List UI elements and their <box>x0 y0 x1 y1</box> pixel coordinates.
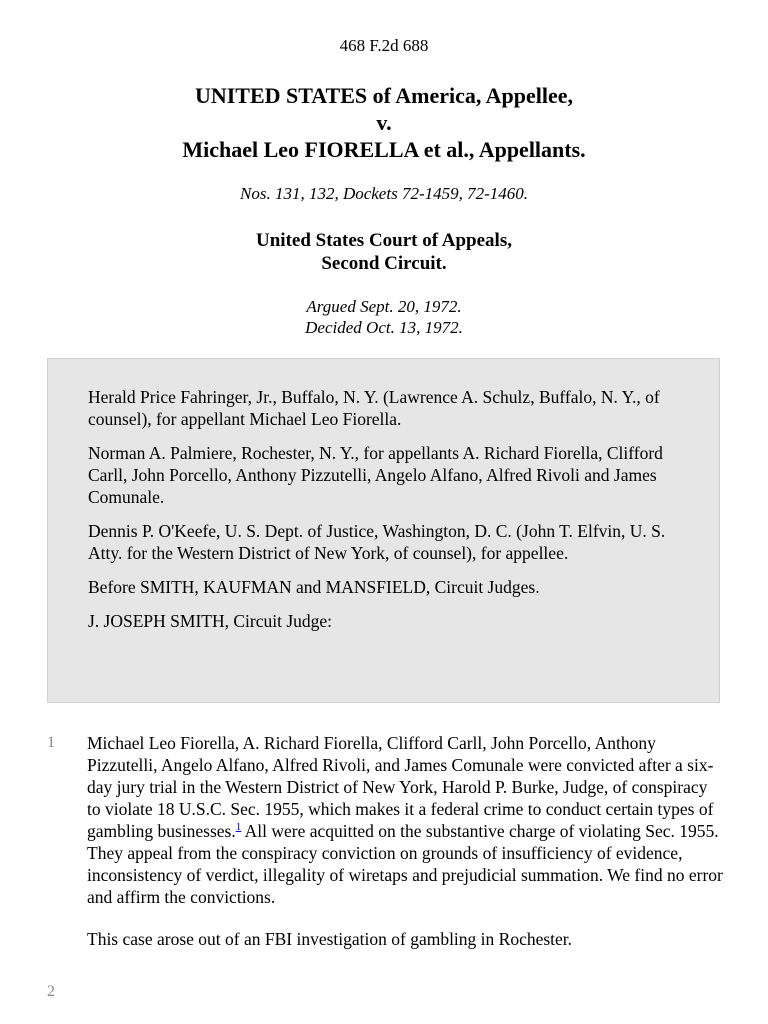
caption-appellants: Michael Leo FIORELLA et al., Appellants. <box>182 137 586 162</box>
paragraph <box>0 732 768 908</box>
court-name-line1: United States Court of Appeals, <box>256 230 512 251</box>
opinion-body <box>0 732 768 970</box>
footnote-link[interactable]: 1 <box>235 821 242 834</box>
counsel-panel <box>47 358 720 703</box>
caption-versus: v. <box>376 110 392 135</box>
counsel-appellants-others: Norman A. Palmiere, Rochester, N. Y., for appellants A. Richard Fiorella, Clifford Carll, John Porcello, Anthony Pizzutelli, Angelo Alfano, Alfred Rivoli and James Comunale. <box>88 443 663 507</box>
paragraph-text-after: All were acquitted on the substantive charge of violating Sec. 1955. They appeal from the conspiracy conviction on grounds of insufficiency of evidence, inconsistency of verdict, illegality of wiretaps and prejudicial summation. We find no error and affirm the convictions. <box>87 821 723 907</box>
argued-date: Argued Sept. 20, 1972. <box>306 297 462 316</box>
caption-appellee: UNITED STATES of America, Appellee, <box>194 83 574 108</box>
court-name <box>0 229 768 275</box>
paragraph-text-before: Michael Leo Fiorella, A. Richard Fiorella, Clifford Carll, John Porcello, Anthony Pizzutelli, Angelo Alfano, Alfred Rivoli, and James Comunale were convicted after a six-day jury trial in the Western District of New York, Harold P. Burke, Judge, of conspiracy to violate 18 U.S.C. Sec. 1955, which makes it a federal crime to conduct certain types of gambling businesses. <box>87 733 714 841</box>
opinion-author: J. JOSEPH SMITH, Circuit Judge: <box>88 611 333 631</box>
case-caption <box>0 82 768 163</box>
decided-date: Decided Oct. 13, 1972. <box>305 318 463 337</box>
docket-numbers: Nos. 131, 132, Dockets 72-1459, 72-1460. <box>239 184 529 203</box>
paragraph-text <box>87 732 723 908</box>
paragraph <box>0 928 768 950</box>
paragraph-text: This case arose out of an FBI investigation of gambling in Rochester. <box>87 929 573 949</box>
case-citation: 468 F.2d 688 <box>339 36 429 55</box>
panel-judges: Before SMITH, KAUFMAN and MANSFIELD, Circuit Judges. <box>88 577 540 597</box>
counsel-appellee: Dennis P. O'Keefe, U. S. Dept. of Justice, Washington, D. C. (John T. Elfvin, U. S. Atty. for the Western District of New York, of counsel), for appellee. <box>88 521 666 563</box>
counsel-appellant-michael: Herald Price Fahringer, Jr., Buffalo, N. Y. (Lawrence A. Schulz, Buffalo, N. Y., of counsel), for appellant Michael Leo Fiorella. <box>88 387 660 429</box>
court-name-line2: Second Circuit. <box>321 253 447 274</box>
paragraph-number: 2 <box>47 983 55 1000</box>
paragraph-number: 1 <box>47 734 55 751</box>
case-dates <box>0 296 768 338</box>
